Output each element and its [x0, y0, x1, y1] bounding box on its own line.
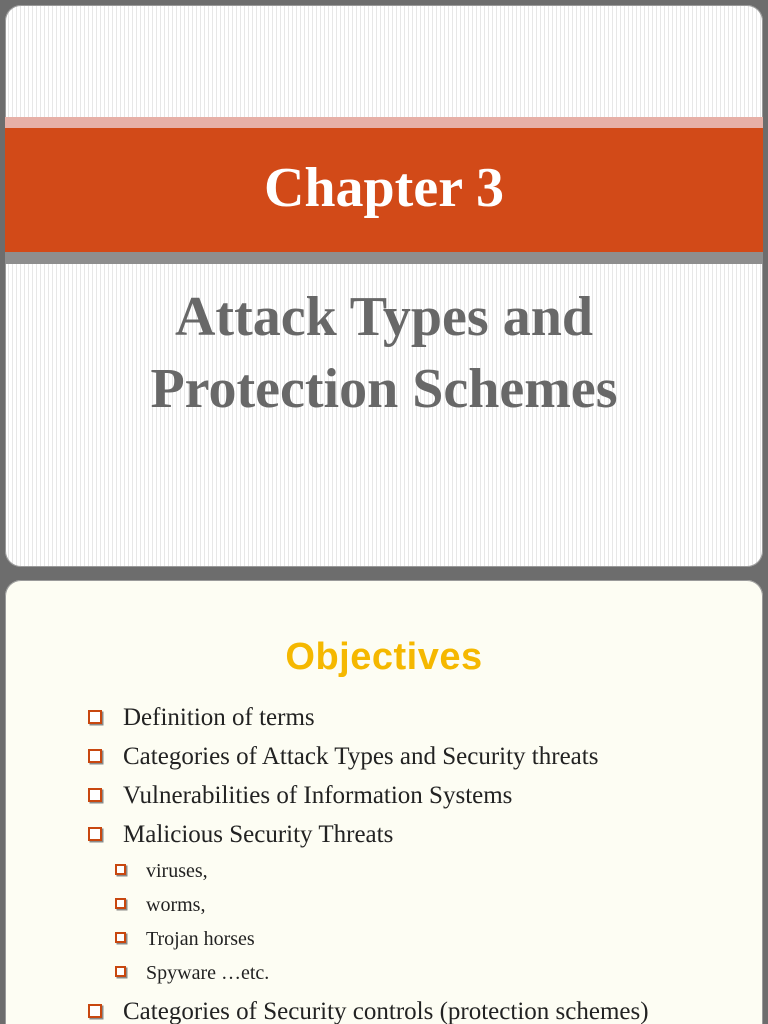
accent-strip-top — [5, 117, 763, 128]
list-item — [85, 780, 649, 819]
checkbox-square-icon — [115, 966, 126, 977]
list-item-text: Definition of terms — [123, 704, 315, 731]
checkbox-square-icon — [115, 898, 126, 909]
list-item — [85, 702, 649, 741]
checkbox-square-icon — [88, 749, 102, 763]
list-item-text: Vulnerabilities of Information Systems — [123, 782, 513, 809]
list-item — [85, 819, 649, 858]
checkbox-square-icon — [88, 1004, 102, 1018]
subtitle-line-2: Protection Schemes — [150, 358, 618, 420]
checkbox-square-icon — [88, 788, 102, 802]
list-item-text: Malicious Security Threats — [123, 821, 394, 848]
checkbox-square-icon — [88, 710, 102, 724]
sub-list-item — [85, 858, 649, 892]
slide-subtitle — [5, 281, 763, 425]
accent-strip-bottom — [5, 252, 763, 264]
checkbox-square-icon — [115, 932, 126, 943]
objectives-heading: Objectives — [285, 636, 483, 678]
subtitle-line-1: Attack Types and — [174, 286, 593, 348]
list-item — [85, 996, 649, 1024]
objectives-list — [85, 702, 649, 1024]
list-item-text: viruses, — [146, 860, 208, 882]
list-item-text: Spyware …etc. — [146, 962, 270, 984]
checkbox-square-icon — [88, 827, 102, 841]
list-item — [85, 741, 649, 780]
title-slide — [5, 5, 763, 567]
sub-list-item — [85, 892, 649, 926]
title-band — [5, 128, 763, 252]
sub-list-item — [85, 960, 649, 994]
objectives-slide — [5, 580, 763, 1024]
sub-list-item — [85, 926, 649, 960]
list-item-text: Categories of Security controls (protection schemes) — [123, 998, 649, 1024]
list-item-text: Trojan horses — [146, 928, 255, 950]
list-item-text: worms, — [146, 894, 206, 916]
checkbox-square-icon — [115, 864, 126, 875]
list-item-text: Categories of Attack Types and Security threats — [123, 743, 599, 770]
chapter-title: Chapter 3 — [263, 157, 505, 219]
